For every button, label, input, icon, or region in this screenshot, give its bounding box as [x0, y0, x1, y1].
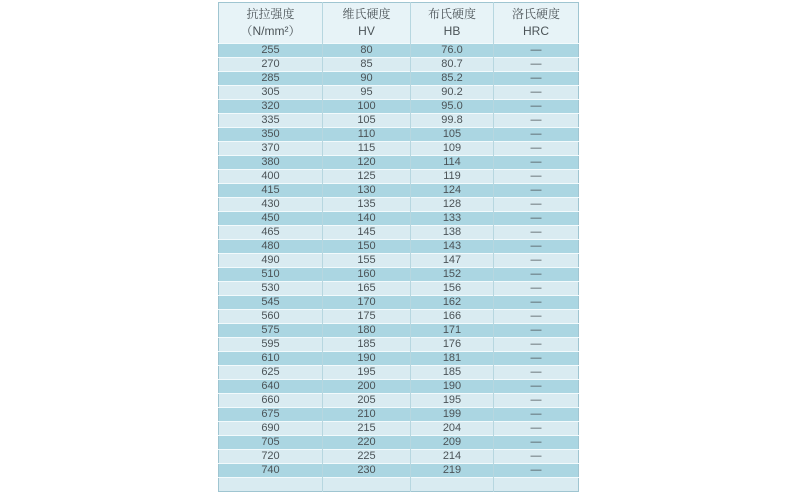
table-row: [219, 114, 579, 128]
table-row: [219, 156, 579, 170]
table-cell: 595: [219, 338, 323, 352]
table-row: [219, 86, 579, 100]
table-cell: 160: [323, 268, 411, 282]
table-cell: 143: [411, 240, 494, 254]
table-cell: 305: [219, 86, 323, 100]
table-row: [219, 408, 579, 422]
column-header-tensile-strength-unit: （N/mm²）: [240, 23, 301, 38]
table-cell: 140: [323, 212, 411, 226]
table-cell: 155: [323, 254, 411, 268]
table-cell: 110: [323, 128, 411, 142]
table-cell: 152: [411, 268, 494, 282]
table-cell: 162: [411, 296, 494, 310]
table-cell: 640: [219, 380, 323, 394]
table-cell: —: [494, 282, 579, 296]
table-cell: 380: [219, 156, 323, 170]
table-cell: —: [494, 198, 579, 212]
table-cell: —: [494, 142, 579, 156]
table-cell: 80.7: [411, 58, 494, 72]
table-cell: 450: [219, 212, 323, 226]
table-row: [219, 450, 579, 464]
table-cell: 625: [219, 366, 323, 380]
table-cell: [494, 478, 579, 492]
table-cell: 125: [323, 170, 411, 184]
table-cell: 214: [411, 450, 494, 464]
column-header-brinell-abbr: HB: [443, 23, 461, 38]
table-cell: 181: [411, 352, 494, 366]
table-cell: 185: [411, 366, 494, 380]
table-cell: —: [494, 254, 579, 268]
table-cell: 200: [323, 380, 411, 394]
table-cell: [219, 478, 323, 492]
table-row: [219, 338, 579, 352]
table-row: [219, 324, 579, 338]
table-cell: 109: [411, 142, 494, 156]
column-header-tensile-strength-name: 抗拉强度: [246, 6, 295, 21]
table-cell: —: [494, 44, 579, 58]
table-cell: —: [494, 352, 579, 366]
table-cell: 115: [323, 142, 411, 156]
table-cell: 76.0: [411, 44, 494, 58]
table-row: [219, 394, 579, 408]
table-cell: 195: [323, 366, 411, 380]
table-cell: 660: [219, 394, 323, 408]
table-row: [219, 142, 579, 156]
table-cell: 335: [219, 114, 323, 128]
table-cell: 490: [219, 254, 323, 268]
table-cell: 270: [219, 58, 323, 72]
table-cell: —: [494, 212, 579, 226]
table-cell: 610: [219, 352, 323, 366]
table-header: [219, 3, 579, 44]
table-cell: 205: [323, 394, 411, 408]
hardness-conversion-table-container: [218, 2, 578, 492]
table-cell: —: [494, 338, 579, 352]
table-cell: —: [494, 436, 579, 450]
table-cell: —: [494, 422, 579, 436]
table-cell: 209: [411, 436, 494, 450]
table-cell: 195: [411, 394, 494, 408]
table-cell: 90.2: [411, 86, 494, 100]
table-cell: —: [494, 394, 579, 408]
table-cell: —: [494, 380, 579, 394]
table-cell: 705: [219, 436, 323, 450]
table-cell: 130: [323, 184, 411, 198]
table-cell: 119: [411, 170, 494, 184]
table-cell: 133: [411, 212, 494, 226]
column-header-vickers-hardness: [323, 3, 411, 44]
table-cell: 575: [219, 324, 323, 338]
column-header-vickers-abbr: HV: [358, 23, 375, 38]
column-header-brinell-hardness: [411, 3, 494, 44]
table-cell: 180: [323, 324, 411, 338]
table-cell: 90: [323, 72, 411, 86]
table-cell: 350: [219, 128, 323, 142]
column-header-tensile-strength: [219, 3, 323, 44]
table-cell: 165: [323, 282, 411, 296]
table-cell: 166: [411, 310, 494, 324]
column-header-rockwell-abbr: HRC: [523, 23, 549, 38]
table-cell: 690: [219, 422, 323, 436]
table-cell: —: [494, 184, 579, 198]
table-cell: 225: [323, 450, 411, 464]
table-cell: 80: [323, 44, 411, 58]
table-row: [219, 296, 579, 310]
table-cell: —: [494, 240, 579, 254]
table-row: [219, 254, 579, 268]
hardness-conversion-table: [218, 2, 579, 492]
table-row: [219, 240, 579, 254]
table-cell: —: [494, 464, 579, 478]
table-row: [219, 366, 579, 380]
table-row: [219, 422, 579, 436]
table-cell: 210: [323, 408, 411, 422]
table-row: [219, 226, 579, 240]
table-cell: 400: [219, 170, 323, 184]
table-cell: 545: [219, 296, 323, 310]
table-cell: 85.2: [411, 72, 494, 86]
table-cell: 105: [411, 128, 494, 142]
table-cell: 199: [411, 408, 494, 422]
table-body: [219, 44, 579, 492]
table-row: [219, 268, 579, 282]
table-cell: —: [494, 114, 579, 128]
table-cell: 190: [323, 352, 411, 366]
column-header-rockwell-name: 洛氏硬度: [511, 6, 560, 21]
table-cell: —: [494, 170, 579, 184]
table-row: [219, 436, 579, 450]
table-cell: 114: [411, 156, 494, 170]
table-cell: —: [494, 310, 579, 324]
table-cell: 230: [323, 464, 411, 478]
table-cell: 95.0: [411, 100, 494, 114]
table-row: [219, 198, 579, 212]
table-cell: 105: [323, 114, 411, 128]
table-cell: —: [494, 296, 579, 310]
table-cell: 175: [323, 310, 411, 324]
table-cell: 145: [323, 226, 411, 240]
table-cell: 170: [323, 296, 411, 310]
table-cell: 219: [411, 464, 494, 478]
table-row: [219, 58, 579, 72]
table-cell: 176: [411, 338, 494, 352]
table-cell: 99.8: [411, 114, 494, 128]
table-cell: —: [494, 450, 579, 464]
table-cell: 171: [411, 324, 494, 338]
table-cell: —: [494, 156, 579, 170]
table-cell: 465: [219, 226, 323, 240]
table-cell: 147: [411, 254, 494, 268]
column-header-rockwell-hardness: [494, 3, 579, 44]
table-cell: —: [494, 72, 579, 86]
table-row: [219, 282, 579, 296]
table-cell: —: [494, 226, 579, 240]
table-row: [219, 100, 579, 114]
table-cell: 220: [323, 436, 411, 450]
table-row: [219, 352, 579, 366]
table-cell: [323, 478, 411, 492]
table-cell: 675: [219, 408, 323, 422]
table-cell: 740: [219, 464, 323, 478]
table-cell: —: [494, 86, 579, 100]
table-cell: 100: [323, 100, 411, 114]
table-row: [219, 184, 579, 198]
table-cell: 480: [219, 240, 323, 254]
table-row: [219, 310, 579, 324]
table-cell: 560: [219, 310, 323, 324]
table-cell: [411, 478, 494, 492]
table-cell: 156: [411, 282, 494, 296]
table-cell: —: [494, 324, 579, 338]
table-cell: —: [494, 100, 579, 114]
table-cell: 370: [219, 142, 323, 156]
column-header-brinell-name: 布氏硬度: [427, 6, 476, 21]
table-row: [219, 128, 579, 142]
table-cell: 285: [219, 72, 323, 86]
table-cell: 215: [323, 422, 411, 436]
table-cell: 430: [219, 198, 323, 212]
table-cell: 185: [323, 338, 411, 352]
table-cell: 85: [323, 58, 411, 72]
table-cell: 128: [411, 198, 494, 212]
table-cell: —: [494, 128, 579, 142]
table-cell: 124: [411, 184, 494, 198]
table-cell: 415: [219, 184, 323, 198]
table-cell: —: [494, 268, 579, 282]
table-row: [219, 44, 579, 58]
table-cell: —: [494, 408, 579, 422]
table-row: [219, 212, 579, 226]
table-cell: 530: [219, 282, 323, 296]
table-cell: 510: [219, 268, 323, 282]
table-row: [219, 464, 579, 478]
table-row: [219, 380, 579, 394]
table-cell: 135: [323, 198, 411, 212]
table-cell: 95: [323, 86, 411, 100]
table-cell: —: [494, 366, 579, 380]
table-cell: 138: [411, 226, 494, 240]
table-row: [219, 170, 579, 184]
table-row: [219, 72, 579, 86]
table-cell: 190: [411, 380, 494, 394]
table-cell: 720: [219, 450, 323, 464]
table-cell: 255: [219, 44, 323, 58]
table-row-partial: [219, 478, 579, 492]
table-cell: —: [494, 58, 579, 72]
table-cell: 120: [323, 156, 411, 170]
table-cell: 204: [411, 422, 494, 436]
table-cell: 150: [323, 240, 411, 254]
column-header-vickers-name: 维氏硬度: [342, 6, 391, 21]
table-cell: 320: [219, 100, 323, 114]
